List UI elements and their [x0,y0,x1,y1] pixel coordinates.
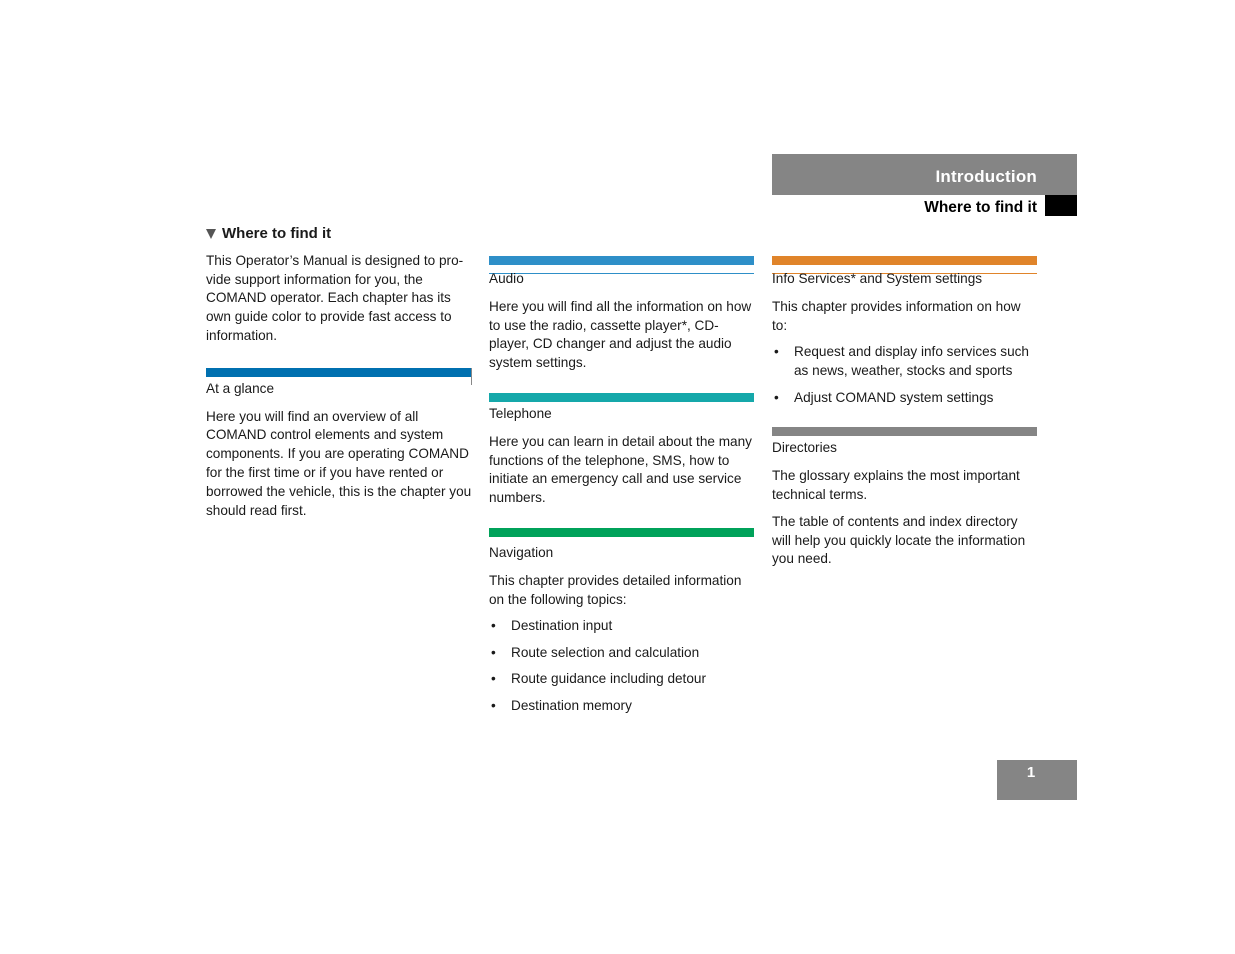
section-heading [206,225,472,244]
list-item: • Request and display info services such as news, weather, stocks and sports [774,344,1029,379]
telephone-block [489,393,754,508]
chapter-title: Introduction [935,167,1037,186]
telephone-title: Telephone [489,405,552,421]
directories-color-bar [772,427,1037,436]
telephone-color-bar [489,393,754,402]
telephone-text: Here you can learn in detail about the many functions of the telephone, SMS, how to initiate an emergency call and use service numbers. [489,433,752,506]
bar-end-tick [471,368,472,385]
intro-paragraph: This Operator’s Manual is designed to pro-vide support information for you, the COMAND operator. Each chapter has its own guide color to provide fast access to information. [206,252,464,343]
section-heading-text: Where to find it [222,225,332,242]
info-services-title: Info Services* and System settings [772,271,983,286]
list-item: • Destination memory [491,697,632,713]
navigation-topic-list [489,617,754,715]
list-item: • Destination input [491,618,613,634]
directories-block [772,427,1037,569]
audio-color-bar [489,256,754,265]
column-2 [489,256,754,735]
section-header [772,195,1077,217]
info-services-block [772,256,1037,407]
chapter-header [772,154,1077,195]
info-services-color-bar [772,256,1037,265]
info-services-text: This chapter provides information on how to: [772,298,1021,333]
audio-block [489,256,754,373]
page-number: 1 [1026,764,1036,781]
page-number-box [997,760,1077,800]
list-item: • Route guidance including detour [491,671,706,687]
column-1 [206,225,472,540]
info-services-list [772,343,1037,407]
directories-title: Directories [772,440,837,456]
at-a-glance-block [206,368,472,521]
at-a-glance-color-bar [206,368,472,377]
directories-text-glossary: The glossary explains the most important technical terms. [772,468,1020,502]
at-a-glance-title: At a glance [206,380,275,396]
triangle-down-icon [206,229,216,239]
navigation-title: Navigation [489,544,554,560]
navigation-color-bar [489,528,754,537]
list-item: • Route selection and calculation [491,644,700,660]
column-3 [772,256,1037,589]
directories-text-index: The table of contents and index directory will help you quickly locate the information you need. [772,513,1026,567]
navigation-block [489,528,754,715]
navigation-text: This chapter provides detailed information on the following topics: [489,572,742,607]
at-a-glance-text: Here you will find an overview of all COMAND control elements and system components. If you are operating COMAND for the first time or if you have rented or borrowed the vehicle, this is the chapter you should read first. [206,408,472,518]
section-title: Where to find it [924,199,1037,216]
audio-title: Audio [489,271,524,286]
audio-text: Here you will find all the information on how to use the radio, cassette player*, CD-player, CD changer and adjust the audio system settings. [489,298,752,371]
thumb-tab-marker [1045,195,1077,216]
list-item: • Adjust COMAND system settings [774,389,994,405]
